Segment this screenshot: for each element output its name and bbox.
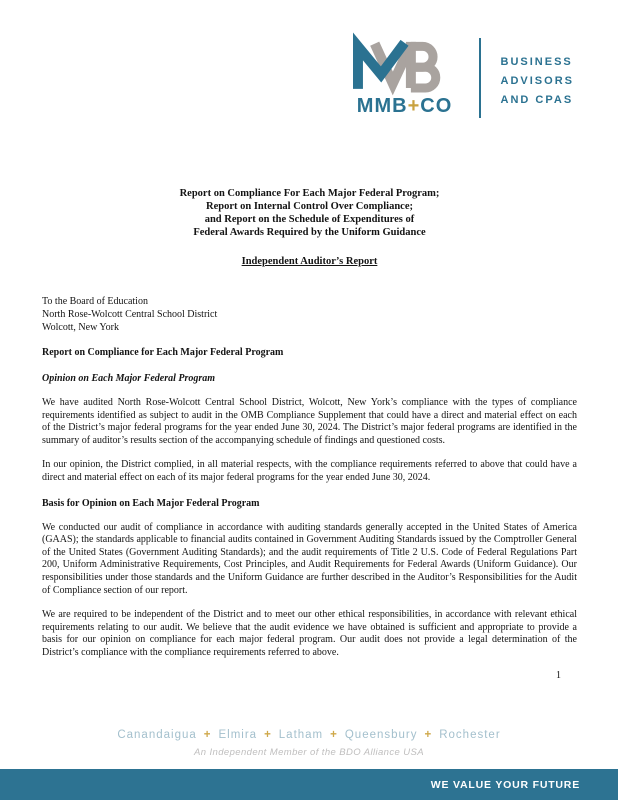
footer-city-rochester: Rochester [439, 729, 501, 741]
city-separator-icon: + [424, 729, 433, 741]
paragraph-basis-1: We conducted our audit of compliance in accordance with auditing standards generally accepted in the United States of America (GAAS); the standards applicable to financial audits contained in Government Auditing Standards issued by the Comptroller General of the United States (Government Auditing Standards); and the audit requirements of Title 2 U.S. Code of Federal Regulations Part 200, Uniform Administrative Requirements, Cost Principles, and Audit Requirements for Federal Awards (Uniform Guidance). Our responsibilities under those standards and the Uniform Guidance are further described in the Auditor’s Responsibilities for the Audit of Compliance section of our report. [42, 521, 577, 596]
city-separator-icon: + [264, 729, 272, 741]
report-title-line-2: Report on Internal Control Over Compliance; [206, 201, 413, 212]
report-page [0, 187, 618, 681]
logo-wordmark-co: CO [420, 95, 453, 117]
logo-divider [479, 38, 481, 118]
tagline-line-1: BUSINESS [500, 56, 573, 68]
brand-tagline [501, 36, 574, 110]
page-number: 1 [556, 669, 561, 681]
report-title-line-4: Federal Awards Required by the Uniform Guidance [193, 227, 426, 238]
footer-banner-text: WE VALUE YOUR FUTURE [430, 778, 580, 791]
footer-banner [0, 769, 618, 800]
tagline-line-2: ADVISORS [500, 75, 574, 87]
heading-compliance: Report on Compliance for Each Major Federal Program [42, 347, 284, 358]
city-separator-icon: + [330, 729, 338, 741]
heading-basis: Basis for Opinion on Each Major Federal Program [42, 497, 260, 509]
report-title-line-3: and Report on the Schedule of Expenditures of [204, 214, 415, 225]
city-separator-icon: + [203, 729, 212, 741]
report-subtitle: Independent Auditor’s Report [241, 256, 378, 267]
paragraph-opinion-1: We have audited North Rose-Wolcott Central School District, Wolcott, New York’s compliance with the types of compliance requirements identified as subject to audit in the OMB Compliance Supplement that could have a direct and material effect on each of the District’s major federal programs for the year ended June 30, 2024. The District’s major federal programs are identified in the summary of auditor’s results section of the accompanying schedule of findings and questioned costs. [42, 397, 577, 446]
logo-wordmark-mmb: MMB [356, 95, 408, 117]
tagline-line-3: AND CPAS [500, 94, 574, 106]
footer-city-canandaigua: Canandaigua [117, 729, 197, 741]
footer-city-latham: Latham [278, 729, 324, 741]
mmb-logo-icon [353, 36, 457, 93]
company-logo [353, 36, 457, 116]
report-title [42, 187, 577, 239]
addressee-line-2: North Rose-Wolcott Central School District [42, 309, 218, 320]
report-title-line-1: Report on Compliance For Each Major Federal Program; [179, 188, 440, 199]
paragraph-opinion-2: In our opinion, the District complied, in all material respects, with the compliance requirements referred to above that could have a direct and material effect on each of its major federal programs for the year ended June 30, 2024. [42, 459, 577, 483]
addressee-line-1: To the Board of Education [42, 296, 148, 307]
addressee-line-3: Wolcott, New York [42, 322, 119, 333]
footer-cities [0, 729, 618, 741]
footer-city-elmira: Elmira [218, 729, 258, 741]
brand-header [0, 0, 618, 118]
paragraph-basis-2: We are required to be independent of the District and to meet our other ethical responsibilities, in accordance with relevant ethical requirements relating to our audit. We believe that the audit evidence we have obtained is sufficient and appropriate to provide a basis for our opinion on compliance for each major federal program. Our audit does not provide a legal determination of the District’s compliance with the compliance requirements referred to above. [42, 609, 577, 658]
logo-wordmark-plus: + [407, 95, 421, 117]
addressee-block [42, 295, 577, 334]
logo-wordmark [357, 96, 452, 116]
footer-city-queensbury: Queensbury [344, 729, 418, 741]
footer-membership: An Independent Member of the BDO Alliance USA [194, 747, 424, 758]
subheading-opinion: Opinion on Each Major Federal Program [42, 373, 216, 384]
